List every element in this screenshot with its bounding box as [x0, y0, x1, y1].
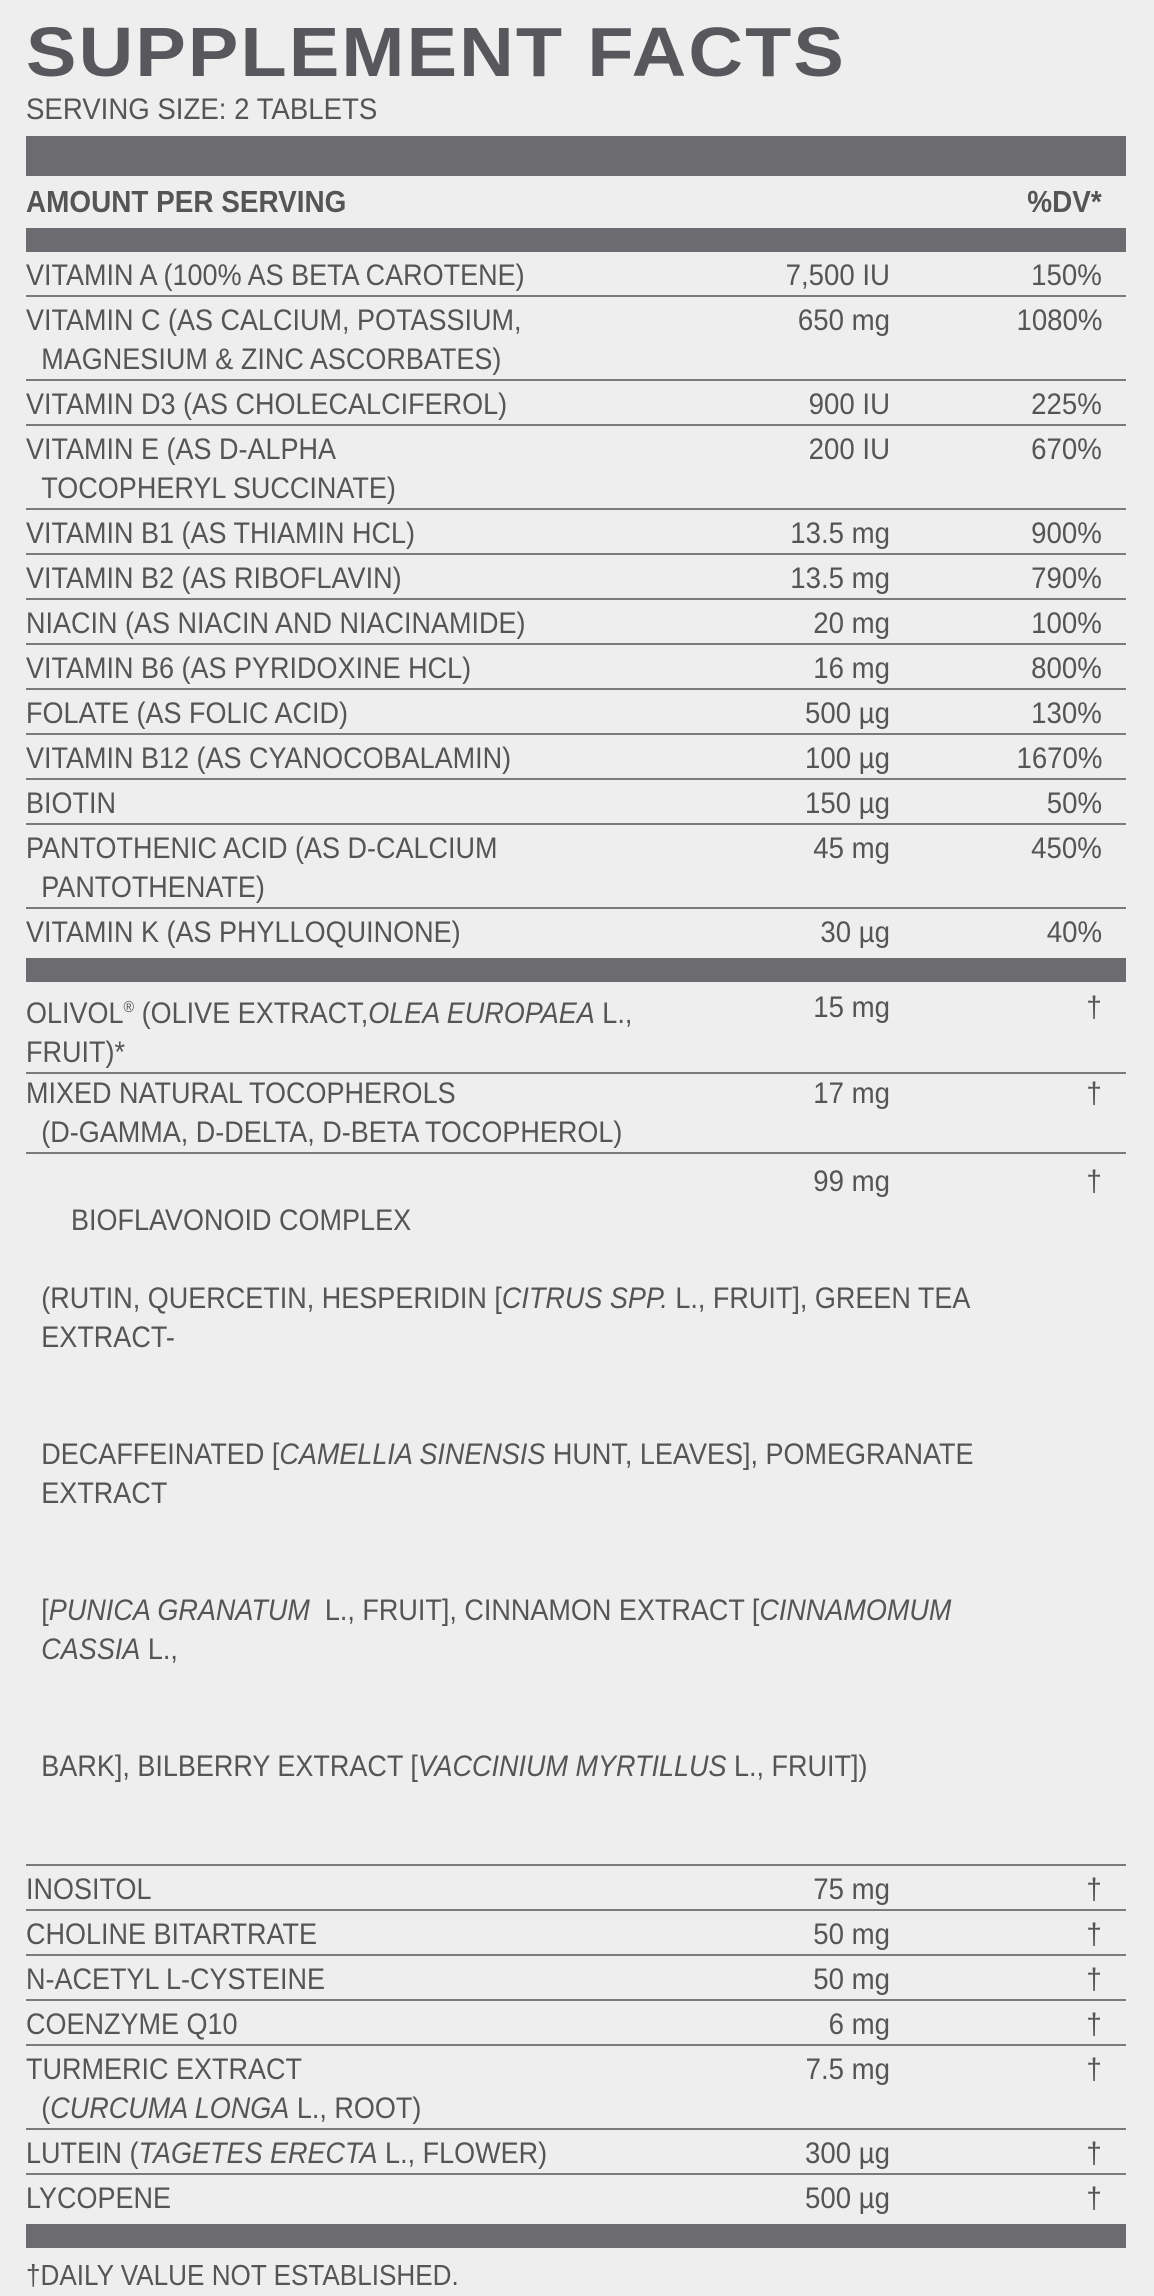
- nutrient-name: BIOFLAVONOID COMPLEX (RUTIN, QUERCETIN, HESPERIDIN [CITRUS SPP. L., FRUIT], GREEN TEA EXTRACT- DECAFFEINATED [CAMELLIA SINENSIS HUNT, LEAVES], POMEGRANATE EXTRACT [PUNICA GRANATUM L., FRUIT], CINNAMON EXTRACT [CINNAMOMUM CASSIA L., BARK], BILBERRY EXTRACT [VACCINIUM MYRTILLUS L., FRUIT]): [41, 1204, 982, 1783]
- nutrient-amount: 200 IU: [808, 433, 890, 466]
- nutrient-amount: 13.5 mg: [790, 517, 890, 550]
- nutrient-dv: 450%: [1031, 832, 1102, 865]
- nutrient-dv: †: [1086, 2182, 1102, 2215]
- table-row: [26, 909, 1126, 952]
- nutrient-dv: †: [1086, 1077, 1102, 1110]
- nutrient-dv: †: [1086, 2137, 1102, 2170]
- table-row: [26, 1911, 1126, 1956]
- nutrient-name: PANTOTHENIC ACID (AS D-CALCIUM PANTOTHENATE): [26, 832, 498, 904]
- nutrient-dv: 100%: [1031, 607, 1102, 640]
- nutrient-dv: 1080%: [1016, 304, 1102, 337]
- table-row: [26, 735, 1126, 780]
- nutrient-name: VITAMIN C (AS CALCIUM, POTASSIUM, MAGNESIUM & ZINC ASCORBATES): [26, 304, 522, 376]
- nutrient-amount: 7.5 mg: [805, 2053, 890, 2086]
- supplement-facts-panel: [26, 0, 1126, 2296]
- nutrient-amount: 7,500 IU: [785, 259, 890, 292]
- nutrient-name: BIOTIN: [26, 787, 117, 820]
- vitamin-list: [26, 252, 1126, 952]
- table-row: [26, 825, 1126, 909]
- nutrient-amount: 650 mg: [797, 304, 890, 337]
- divider-bar: [26, 958, 1126, 982]
- divider-bar: [26, 228, 1126, 252]
- nutrient-dv: 50%: [1046, 787, 1102, 820]
- table-header: [26, 176, 1126, 228]
- nutrient-name: VITAMIN E (AS D-ALPHA TOCOPHERYL SUCCINATE): [26, 433, 396, 505]
- nutrient-amount: 50 mg: [813, 1918, 890, 1951]
- nutrient-amount: 100 µg: [805, 742, 890, 775]
- nutrient-dv: †: [1086, 1963, 1102, 1996]
- table-row: [26, 2001, 1126, 2046]
- nutrient-name: VITAMIN B12 (AS CYANOCOBALAMIN): [26, 742, 512, 775]
- nutrient-name: FOLATE (AS FOLIC ACID): [26, 697, 349, 730]
- table-row: [26, 2175, 1126, 2218]
- nutrient-name: LYCOPENE: [26, 2182, 172, 2215]
- nutrient-name: INOSITOL: [26, 1873, 152, 1906]
- nutrient-dv: 790%: [1031, 562, 1102, 595]
- table-row: [26, 1154, 1126, 1866]
- nutrient-amount: 75 mg: [813, 1873, 890, 1906]
- table-row: [26, 982, 1126, 1074]
- table-row: [26, 690, 1126, 735]
- dv-label: %DV*: [1027, 184, 1102, 219]
- table-row: [26, 297, 1126, 381]
- nutrient-amount: 15 mg: [813, 991, 890, 1024]
- nutrient-name: VITAMIN B2 (AS RIBOFLAVIN): [26, 562, 402, 595]
- nutrient-dv: 40%: [1046, 916, 1102, 949]
- nutrient-dv: †: [1086, 1165, 1102, 1198]
- nutrient-dv: †: [1086, 2053, 1102, 2086]
- nutrient-amount: 150 µg: [805, 787, 890, 820]
- nutrient-name: CHOLINE BITARTRATE: [26, 1918, 318, 1951]
- nutrient-amount: 13.5 mg: [790, 562, 890, 595]
- table-row: [26, 1956, 1126, 2001]
- nutrient-amount: 500 µg: [805, 697, 890, 730]
- nutrient-name: VITAMIN A (100% AS BETA CAROTENE): [26, 259, 525, 292]
- serving-size: SERVING SIZE: 2 TABLETS: [26, 93, 378, 126]
- nutrient-dv: 800%: [1031, 652, 1102, 685]
- footnote: †DAILY VALUE NOT ESTABLISHED.: [26, 2260, 459, 2292]
- nutrient-dv: †: [1086, 991, 1102, 1024]
- nutrient-amount: 900 IU: [808, 388, 890, 421]
- nutrient-amount: 20 mg: [813, 607, 890, 640]
- nutrient-name: TURMERIC EXTRACT (CURCUMA LONGA L., ROOT): [26, 2053, 422, 2125]
- panel-title: SUPPLEMENT FACTS: [26, 13, 847, 91]
- other-ingredients-list: [26, 1866, 1126, 2046]
- nutrient-amount: 300 µg: [805, 2137, 890, 2170]
- amount-per-serving-label: AMOUNT PER SERVING: [26, 184, 347, 219]
- nutrient-amount: 6 mg: [828, 2008, 890, 2041]
- table-row: [26, 1866, 1126, 1911]
- nutrient-dv: 900%: [1031, 517, 1102, 550]
- nutrient-amount: 16 mg: [813, 652, 890, 685]
- nutrient-dv: 225%: [1031, 388, 1102, 421]
- nutrient-dv: 670%: [1031, 433, 1102, 466]
- nutrient-dv: †: [1086, 2008, 1102, 2041]
- table-row: [26, 1074, 1126, 1154]
- table-row: [26, 600, 1126, 645]
- nutrient-dv: †: [1086, 1918, 1102, 1951]
- nutrient-name: VITAMIN D3 (AS CHOLECALCIFEROL): [26, 388, 508, 421]
- nutrient-name: VITAMIN B1 (AS THIAMIN HCL): [26, 517, 416, 550]
- nutrient-name: LUTEIN (TAGETES ERECTA L., FLOWER): [26, 2137, 548, 2170]
- table-row: [26, 780, 1126, 825]
- nutrient-amount: 500 µg: [805, 2182, 890, 2215]
- nutrient-name: MIXED NATURAL TOCOPHEROLS (D-GAMMA, D-DELTA, D-BETA TOCOPHEROL): [26, 1077, 623, 1149]
- table-row: [26, 252, 1126, 297]
- divider-bar: [26, 2224, 1126, 2248]
- nutrient-name: N-ACETYL L-CYSTEINE: [26, 1963, 326, 1996]
- nutrient-dv: †: [1086, 1873, 1102, 1906]
- nutrient-name: VITAMIN K (AS PHYLLOQUINONE): [26, 916, 461, 949]
- table-row: [26, 381, 1126, 426]
- nutrient-amount: 50 mg: [813, 1963, 890, 1996]
- table-row: [26, 2046, 1126, 2130]
- table-row: [26, 555, 1126, 600]
- nutrient-amount: 99 mg: [813, 1165, 890, 1198]
- nutrient-name: NIACIN (AS NIACIN AND NIACINAMIDE): [26, 607, 526, 640]
- nutrient-amount: 45 mg: [813, 832, 890, 865]
- thick-divider: [26, 136, 1126, 176]
- nutrient-name: OLIVOL® (OLIVE EXTRACT,OLEA EUROPAEA L., FRUIT)*: [26, 997, 640, 1069]
- table-row: [26, 510, 1126, 555]
- nutrient-dv: 130%: [1031, 697, 1102, 730]
- nutrient-dv: 150%: [1031, 259, 1102, 292]
- nutrient-name: COENZYME Q10: [26, 2008, 238, 2041]
- nutrient-amount: 30 µg: [820, 916, 890, 949]
- nutrient-dv: 1670%: [1016, 742, 1102, 775]
- table-row: [26, 426, 1126, 510]
- table-row: [26, 645, 1126, 690]
- nutrient-name: VITAMIN B6 (AS PYRIDOXINE HCL): [26, 652, 472, 685]
- table-row: [26, 2130, 1126, 2175]
- nutrient-amount: 17 mg: [813, 1077, 890, 1110]
